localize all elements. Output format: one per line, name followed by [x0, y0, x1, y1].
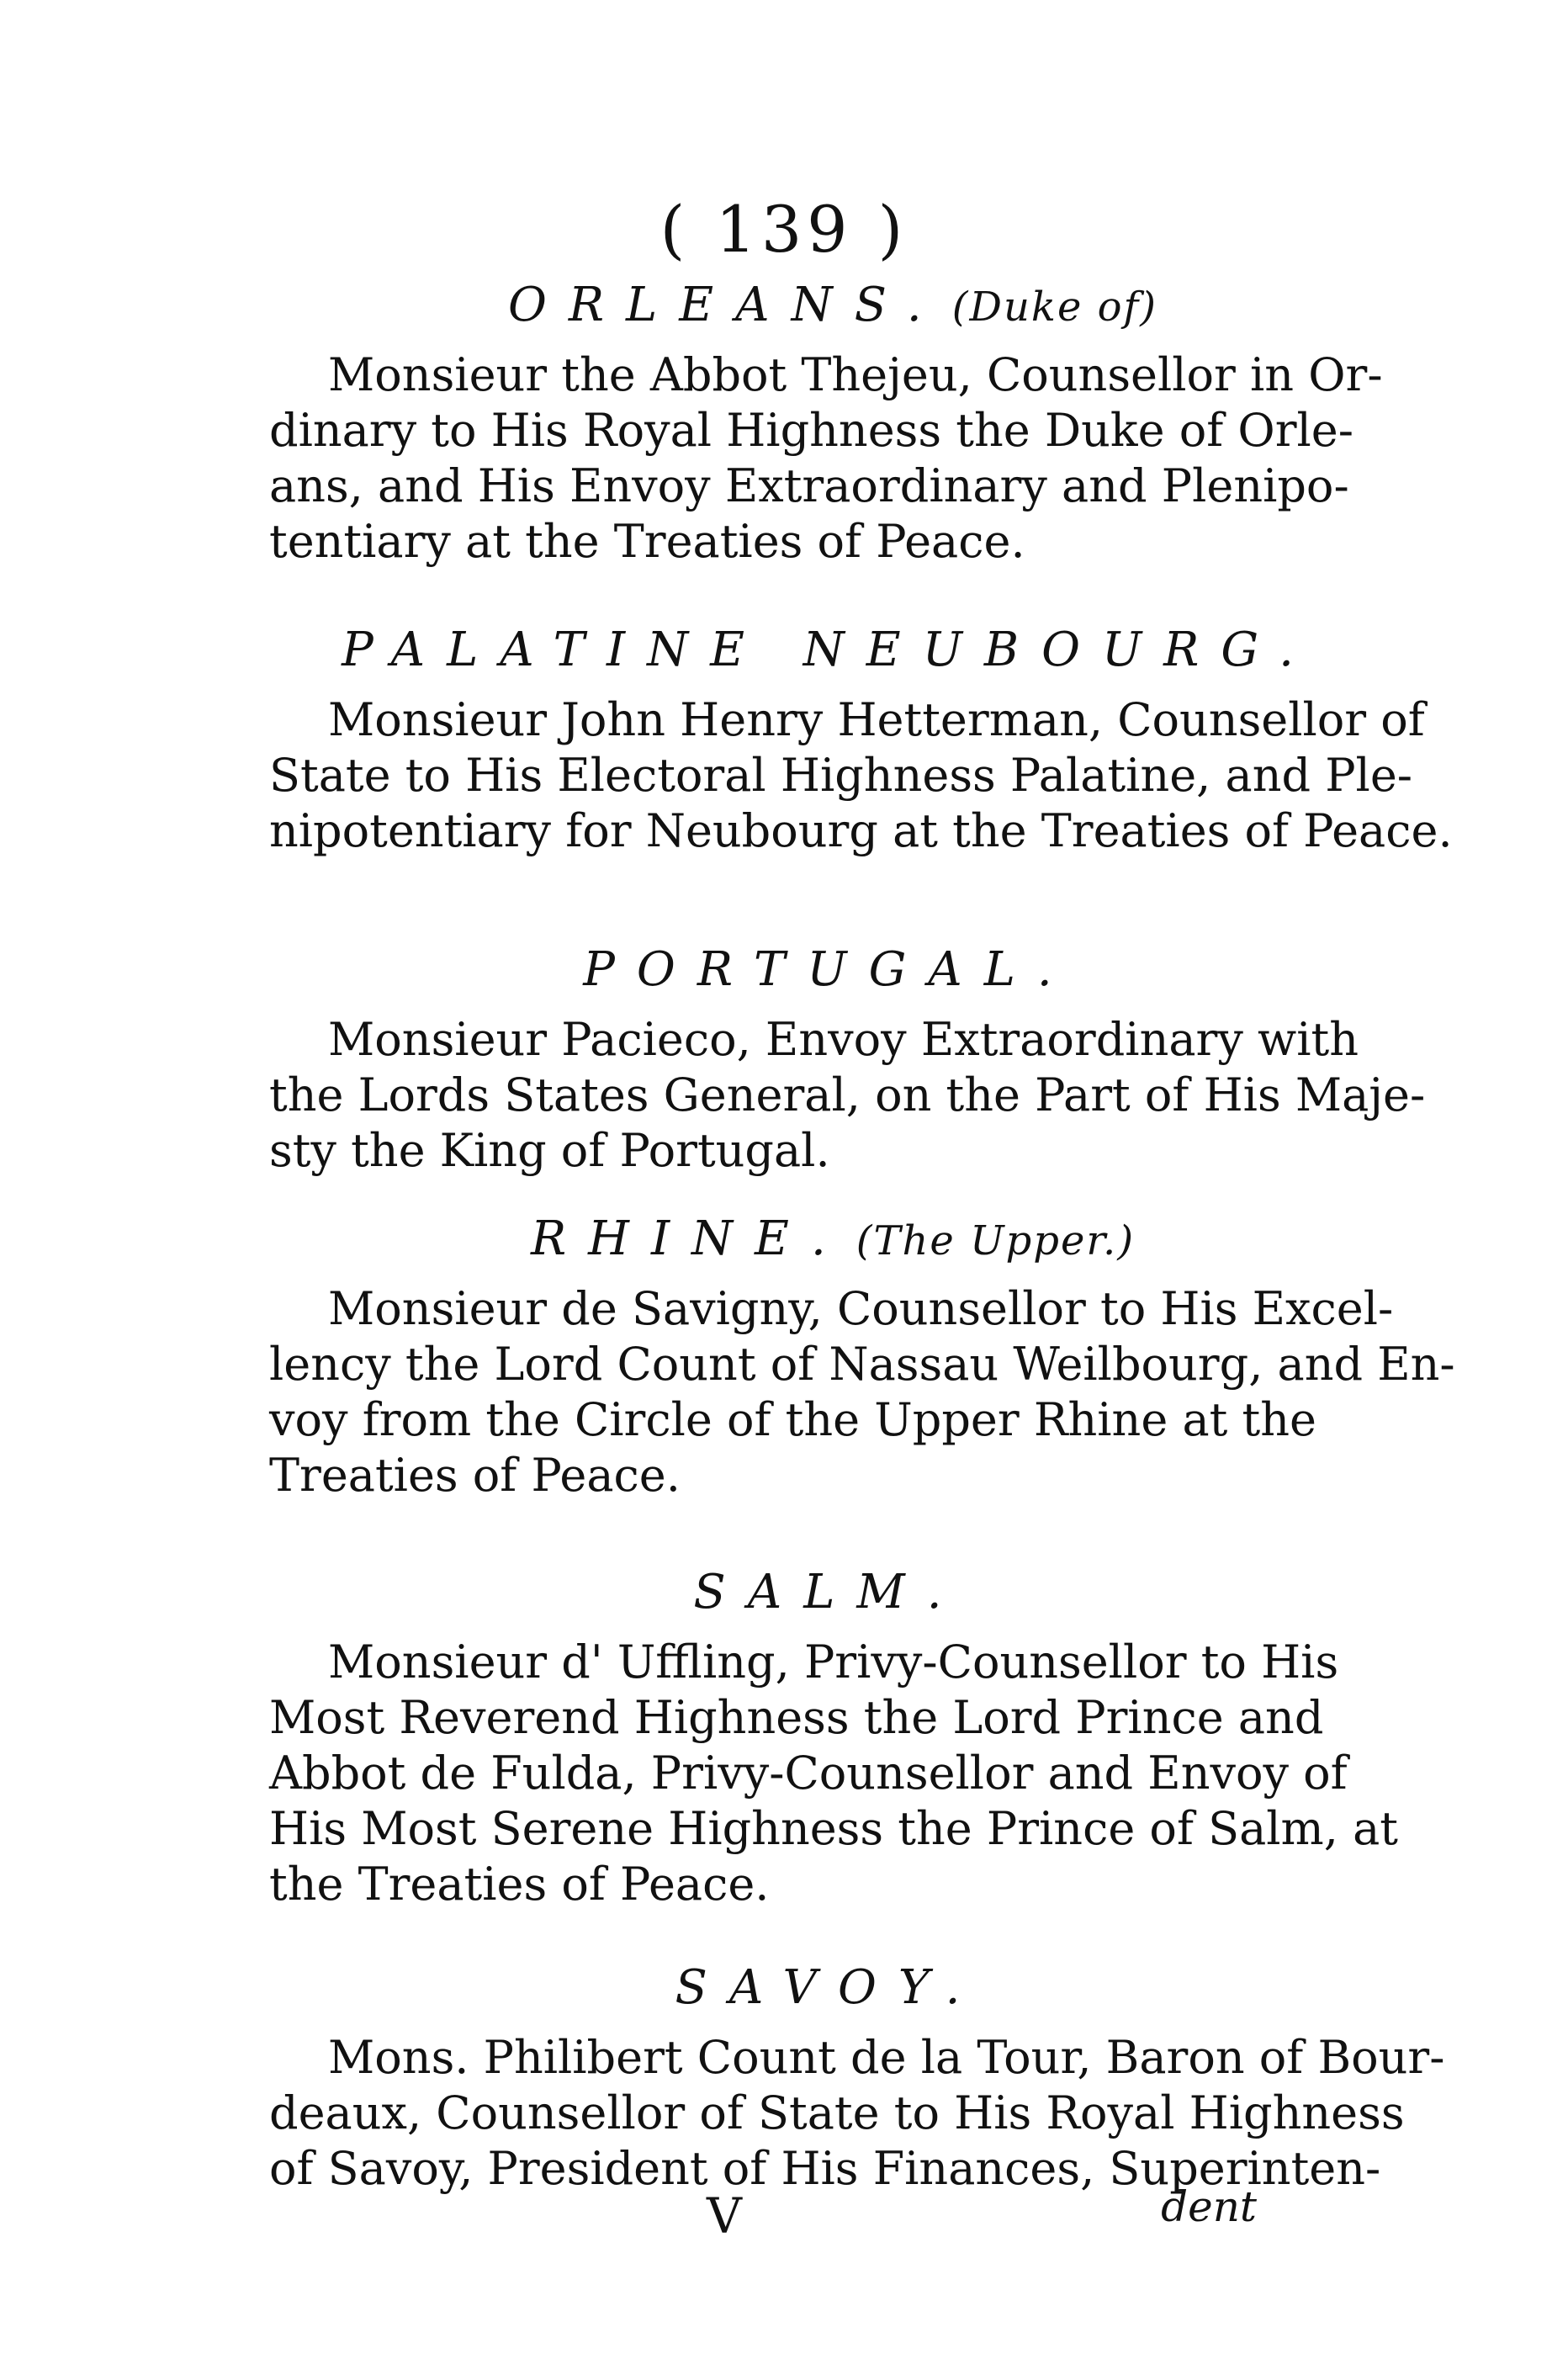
text-line: the Lords States General, on the Part of His Maje- — [269, 1068, 1426, 1121]
section-heading: SALM. — [693, 1565, 964, 1619]
text-line: ans, and His Envoy Extraordinary and Plenipo- — [269, 459, 1349, 512]
text-line: Monsieur Pacieco, Envoy Extraordinary with — [328, 1013, 1359, 1066]
text-line: sty the King of Portugal. — [269, 1124, 830, 1177]
section-portugal — [269, 942, 1426, 1179]
section-heading: PALATINE NEUBOURG. — [342, 623, 1316, 677]
signature-mark: V — [707, 2187, 742, 2245]
page-number: ( 139 ) — [660, 192, 908, 267]
section-orleans — [269, 278, 1396, 570]
page-footer — [0, 2182, 1568, 2255]
text-line: deaux, Counsellor of State to His Royal Highness — [269, 2086, 1405, 2139]
section-salm — [269, 1565, 1396, 1912]
text-line: of Savoy, President of His Finances, Superinten- — [269, 2142, 1381, 2195]
section-heading: PORTUGAL. — [583, 942, 1074, 997]
text-line: Monsieur de Savigny, Counsellor to His Excel- — [328, 1282, 1394, 1335]
text-line: Monsieur John Henry Hetterman, Counsellor of — [328, 693, 1425, 746]
catchword: dent — [1161, 2182, 1257, 2231]
text-line: dinary to His Royal Highness the Duke of Orle- — [269, 404, 1353, 457]
section-rhine — [269, 1211, 1455, 1503]
text-line: Mons. Philibert Count de la Tour, Baron of Bour- — [328, 2031, 1445, 2084]
section-savoy — [269, 1960, 1445, 2197]
section-heading: RHINE. (The Upper.) — [530, 1211, 1136, 1266]
section-heading: ORLEANS. (Duke of) — [507, 278, 1157, 332]
text-line: Abbot de Fulda, Privy-Counsellor and Envoy of — [269, 1747, 1348, 1800]
text-line: the Treaties of Peace. — [269, 1858, 770, 1911]
text-line: His Most Serene Highness the Prince of Salm, at — [269, 1802, 1398, 1855]
section-heading: SAVOY. — [675, 1960, 983, 2015]
text-line: Monsieur the Abbot Thejeu, Counsellor in Or- — [328, 348, 1383, 401]
text-line: Most Reverend Highness the Lord Prince and — [269, 1691, 1324, 1744]
text-line: Treaties of Peace. — [269, 1449, 681, 1502]
text-line: State to His Electoral Highness Palatine, and Ple- — [269, 749, 1413, 802]
text-line: lency the Lord Count of Nassau Weilbourg, and En- — [269, 1338, 1455, 1391]
section-palatine-neubourg — [269, 623, 1453, 859]
text-line: voy from the Circle of the Upper Rhine at the — [269, 1393, 1316, 1446]
text-line: Monsieur d' Uffling, Privy-Counsellor to His — [328, 1635, 1339, 1688]
text-line: nipotentiary for Neubourg at the Treaties of Peace. — [269, 804, 1453, 857]
text-line: tentiary at the Treaties of Peace. — [269, 515, 1025, 568]
